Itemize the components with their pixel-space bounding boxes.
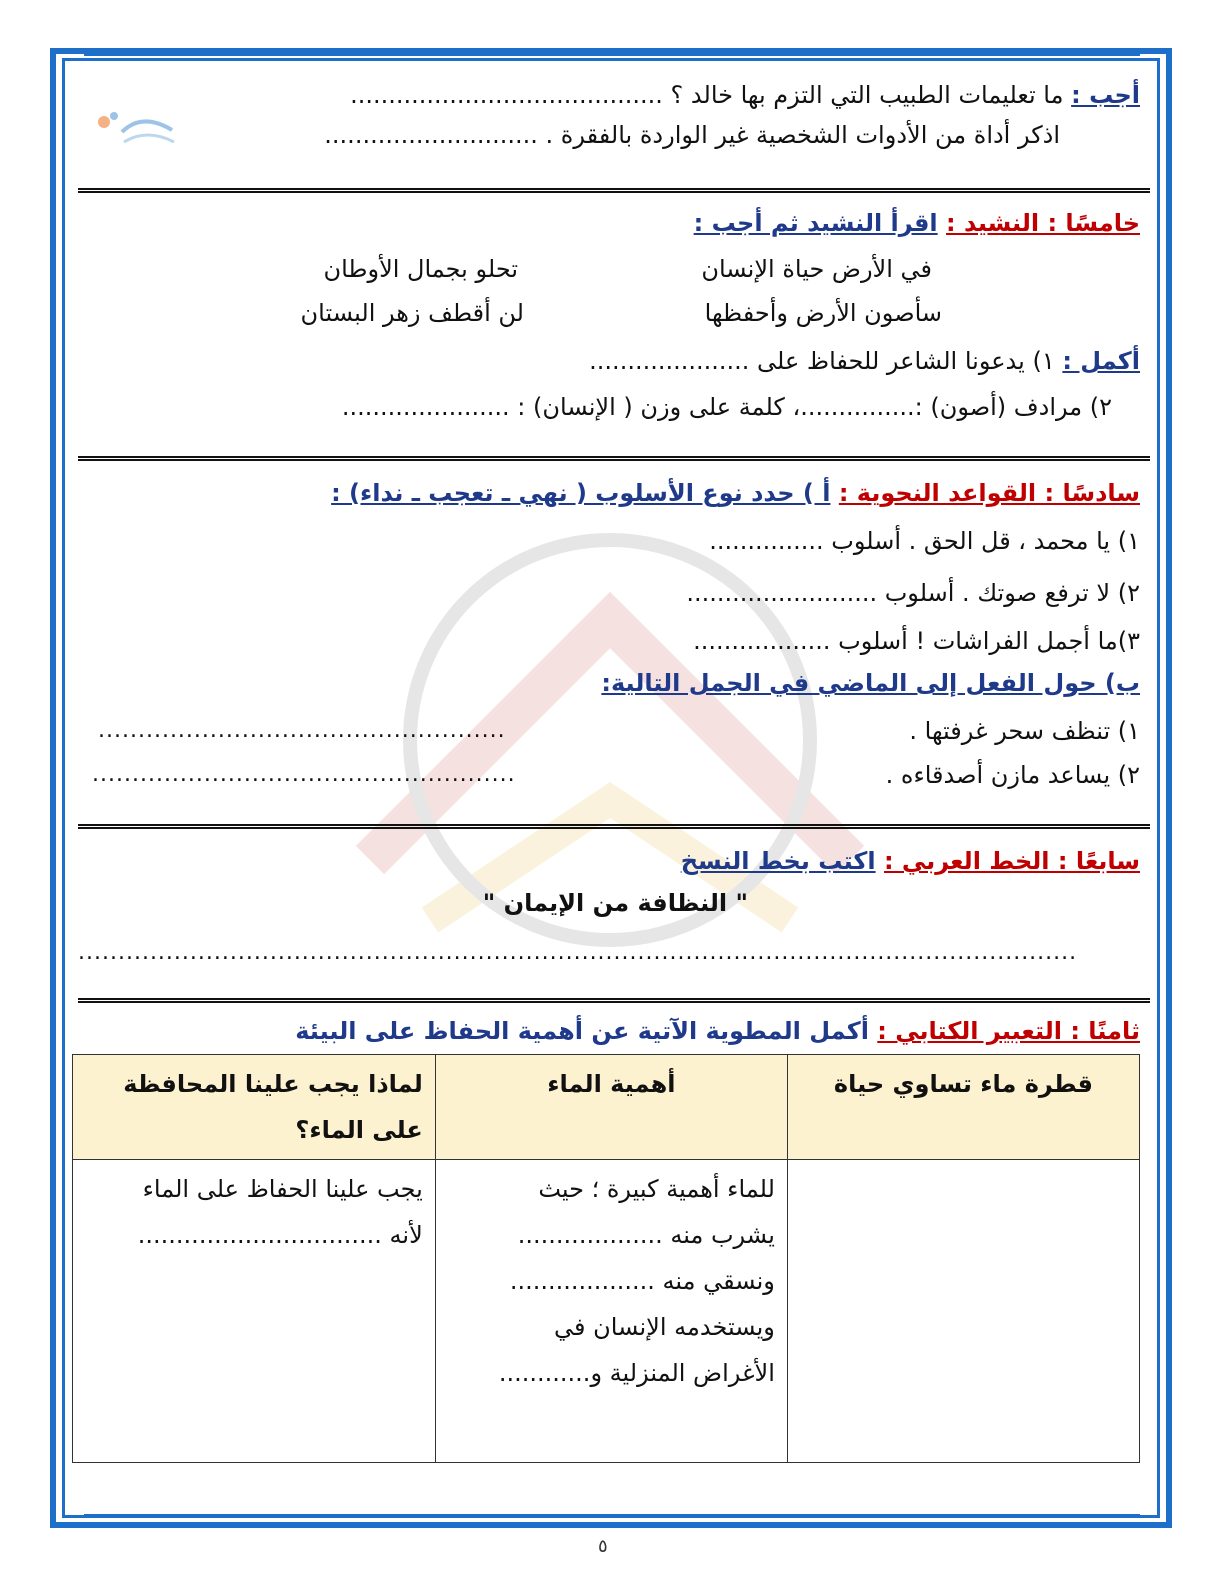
col-2-line: ونسقي منه ................... xyxy=(509,1267,775,1295)
col-3-line: يجب علينا الحفاظ على الماء xyxy=(142,1175,423,1203)
writing-heading-task: أكمل المطوية الآتية عن أهمية الحفاظ على البيئة xyxy=(295,1017,869,1045)
col-3-line: لأنه ................................ xyxy=(137,1221,423,1249)
table-body-row xyxy=(73,1160,1140,1463)
col-3-body xyxy=(73,1160,436,1463)
section-separator-4 xyxy=(78,998,1150,1003)
anthem-heading xyxy=(694,206,1140,240)
question-2-text: اذكر أداة من الأدوات الشخصية غير الواردة بالفقرة . xyxy=(545,121,1060,149)
frame-top-bar xyxy=(84,52,1140,56)
anthem-heading-label: خامسًا : النشيد : xyxy=(946,209,1140,237)
section-separator-3 xyxy=(78,824,1150,829)
complete-item-1: ١) يدعونا الشاعر للحفاظ على ..................... xyxy=(589,347,1055,375)
section-separator-2 xyxy=(78,456,1150,461)
calligraphy-heading xyxy=(681,844,1140,878)
verse-1-right: في الأرض حياة الإنسان xyxy=(701,255,932,283)
col-2-header: أهمية الماء xyxy=(435,1055,787,1160)
grammar-item-2: ٢) لا ترفع صوتك . أسلوب ......................... xyxy=(686,579,1140,607)
question-2-line xyxy=(324,118,1060,152)
section-separator-1 xyxy=(78,188,1150,193)
writing-heading-label: ثامنًا : التعبير الكتابي : xyxy=(877,1017,1140,1045)
col-1-header: قطرة ماء تساوي حياة xyxy=(787,1055,1139,1160)
foldable-table xyxy=(72,1054,1140,1463)
grammar-heading-task: أ ) حدد نوع الأسلوب ( نهي ـ تعجب ـ نداء) : xyxy=(331,479,831,507)
grammar-item-1: ١) يا محمد ، قل الحق . أسلوب ............... xyxy=(709,527,1140,555)
col-2-line: للماء أهمية كبيرة ؛ حيث xyxy=(538,1175,775,1203)
verse-1-left: تحلو بجمال الأوطان xyxy=(323,255,518,283)
calligraphy-phrase: " النظافة من الإيمان " xyxy=(482,889,748,917)
table-header-row xyxy=(73,1055,1140,1160)
past-item-2-dots: ..................................................... xyxy=(92,762,516,787)
past-item-1: ١) تنظف سحر غرفتها . xyxy=(909,717,1140,745)
col-3-header: لماذا يجب علينا المحافظة على الماء؟ xyxy=(73,1055,436,1160)
frame-bottom-bar xyxy=(84,1514,1140,1518)
question-1-line xyxy=(350,78,1140,112)
col-2-body xyxy=(435,1160,787,1463)
col-2-line: ويستخدمه الإنسان في xyxy=(554,1313,775,1341)
answer-label: أجب : xyxy=(1071,81,1140,109)
anthem-heading-task: اقرأ النشيد ثم أجب : xyxy=(693,209,938,237)
past-item-1-dots: ................................................... xyxy=(98,718,506,743)
question-1-text: ما تعليمات الطبيب التي التزم بها خالد ؟ xyxy=(670,81,1064,109)
page-number: ٥ xyxy=(598,1536,608,1557)
col-1-body xyxy=(787,1160,1139,1463)
calligraphy-heading-task: اكتب بخط النسخ xyxy=(680,847,876,875)
question-2-dots: ............................ xyxy=(324,121,538,149)
calligraphy-writing-line: ............................................................................................................................. xyxy=(78,940,1078,965)
grammar-heading-label: سادسًا : القواعد النحوية : xyxy=(838,479,1140,507)
past-item-2: ٢) يساعد مازن أصدقاءه . xyxy=(885,761,1140,789)
site-logo xyxy=(92,92,182,154)
grammar-part-b: ب) حول الفعل إلى الماضي في الجمل التالية: xyxy=(601,669,1140,697)
col-2-line: الأغراض المنزلية و............ xyxy=(498,1359,775,1387)
col-2-line: يشرب منه ................... xyxy=(517,1221,775,1249)
grammar-heading xyxy=(331,476,1140,510)
calligraphy-heading-label: سابعًا : الخط العربي : xyxy=(883,847,1140,875)
question-1-dots: ......................................... xyxy=(350,81,663,109)
complete-label: أكمل : xyxy=(1062,347,1140,375)
grammar-item-3: ٣)ما أجمل الفراشات ! أسلوب .................. xyxy=(693,627,1140,655)
verse-2-left: لن أقطف زهر البستان xyxy=(300,299,524,327)
writing-heading xyxy=(295,1014,1140,1048)
complete-item-2: ٢) مرادف (أصون) :...............، كلمة على وزن ( الإنسان) : ...................... xyxy=(341,393,1112,421)
verse-2-right: سأصون الأرض وأحفظها xyxy=(704,299,942,327)
complete-line-1 xyxy=(589,344,1140,378)
